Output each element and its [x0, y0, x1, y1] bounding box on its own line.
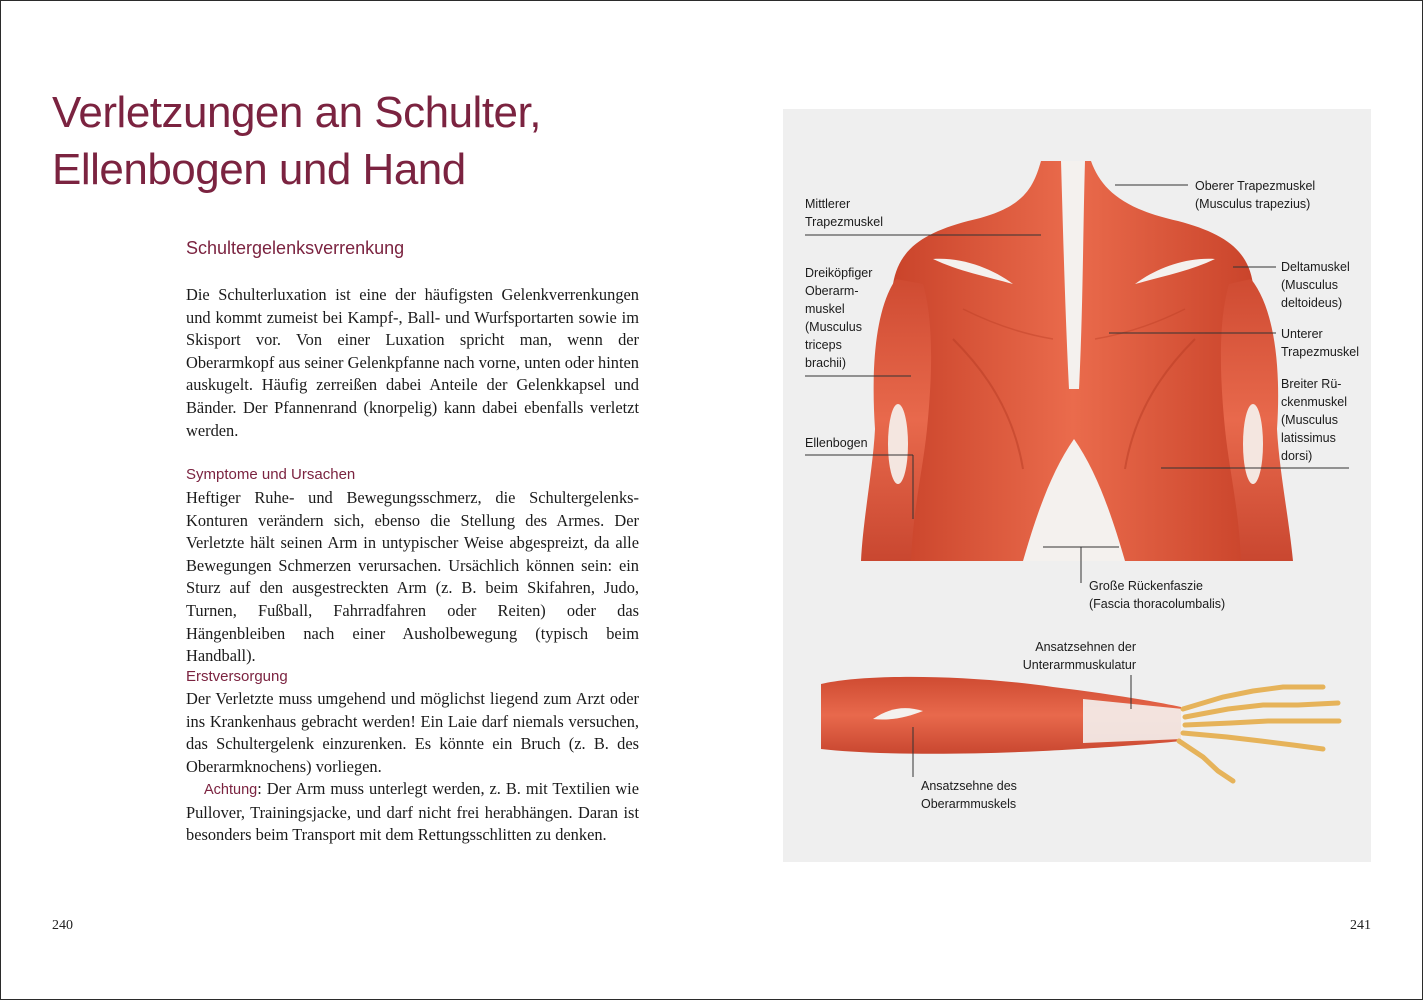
label-mittlerer-trapezmuskel: Mittlerer Trapezmuskel [805, 197, 884, 229]
symptoms-heading: Symptome und Ursachen [186, 466, 356, 483]
label-oberer-trapezmuskel: Oberer Trapezmuskel (Musculus trapezius) [1195, 179, 1316, 211]
section-heading: Schultergelenksverrenkung [186, 238, 405, 258]
anatomy-figure [783, 109, 1371, 862]
label-ansatzsehnen-unterarm: Ansatzsehnen der Unterarmmuskulatur [1022, 640, 1136, 672]
warning-text: : Der Arm muss unterlegt werden, z. B. mit Textilien wie Pullover, Trainingsjacke, und darf nicht frei herabhängen. Daran ist besonders beim Transport mit dem Rettungsschlitten zu denken. [186, 779, 639, 845]
label-dreikoepfiger-oberarmmuskel: Dreiköpfiger Oberarm- muskel (Musculus triceps brachii) [805, 266, 873, 370]
back-muscles [861, 161, 1293, 561]
intro-paragraph: Die Schulterluxation ist eine der häufigsten Gelenkverrenkungen und kommt zumeist bei Kampf-, Ball- und Wurfsportarten sowie im Skisport vor. Von einer Luxation spricht man, wenn der Oberarmkopf aus seiner Gelenkpfanne nach vorne, unten oder hinten auskugelt. Häufig zerreißen dabei Anteile der Gelenkkapsel und Bänder. Der Pfannenrand (knorpelig) kann dabei ebenfalls verletzt werden. [186, 285, 639, 440]
label-ellenbogen: Ellenbogen [805, 436, 868, 450]
symptoms-paragraph: Heftiger Ruhe- und Bewegungsschmerz, die Schultergelenks-Konturen verändern sich, ebenso die Stellung des Armes. Der Verletzte hält seinen Arm in untypischer Weise abgespreizt, da alle Bewegungen Schmerzen verursachen. Ursächlich können sein: ein Sturz auf den ausgestreckten Arm (z. B. beim Skifahren, Judo, Turnen, Fußball, Fahrradfahren oder Reiten) oder das Hängenbleiben nach einer Ausholbewegung (typisch beim Handball). [186, 488, 639, 666]
first-aid-heading: Erstversorgung [186, 668, 288, 685]
first-aid-paragraph: Der Verletzte muss umgehend und möglichst liegend zum Arzt oder ins Krankenhaus gebracht werden! Ein Laie darf niemals versuchen, das Schultergelenk einzurenken. Es könnte ein Bruch (z. B. des Oberarmknochens) vorliegen. [186, 689, 639, 776]
label-unterer-trapezmuskel: Unterer Trapezmuskel [1281, 327, 1360, 359]
warning-label: Achtung [204, 782, 258, 798]
chapter-title: Verletzungen an Schulter, Ellenbogen und Hand [52, 88, 541, 194]
forearm-hand [821, 677, 1339, 781]
page-number-right: 241 [1350, 918, 1371, 933]
label-deltamuskel: Deltamuskel (Musculus deltoideus) [1281, 260, 1350, 310]
page-number-left: 240 [52, 918, 73, 933]
warning-paragraph [186, 778, 639, 847]
label-ansatzsehne-oberarm: Ansatzsehne des Oberarmmuskels [921, 779, 1017, 811]
label-breiter-rueckenmuskel: Breiter Rü- ckenmuskel (Musculus latissimus dorsi) [1281, 377, 1347, 463]
label-grosse-rueckenfaszie: Große Rückenfaszie (Fascia thoracolumbalis) [1089, 579, 1226, 611]
